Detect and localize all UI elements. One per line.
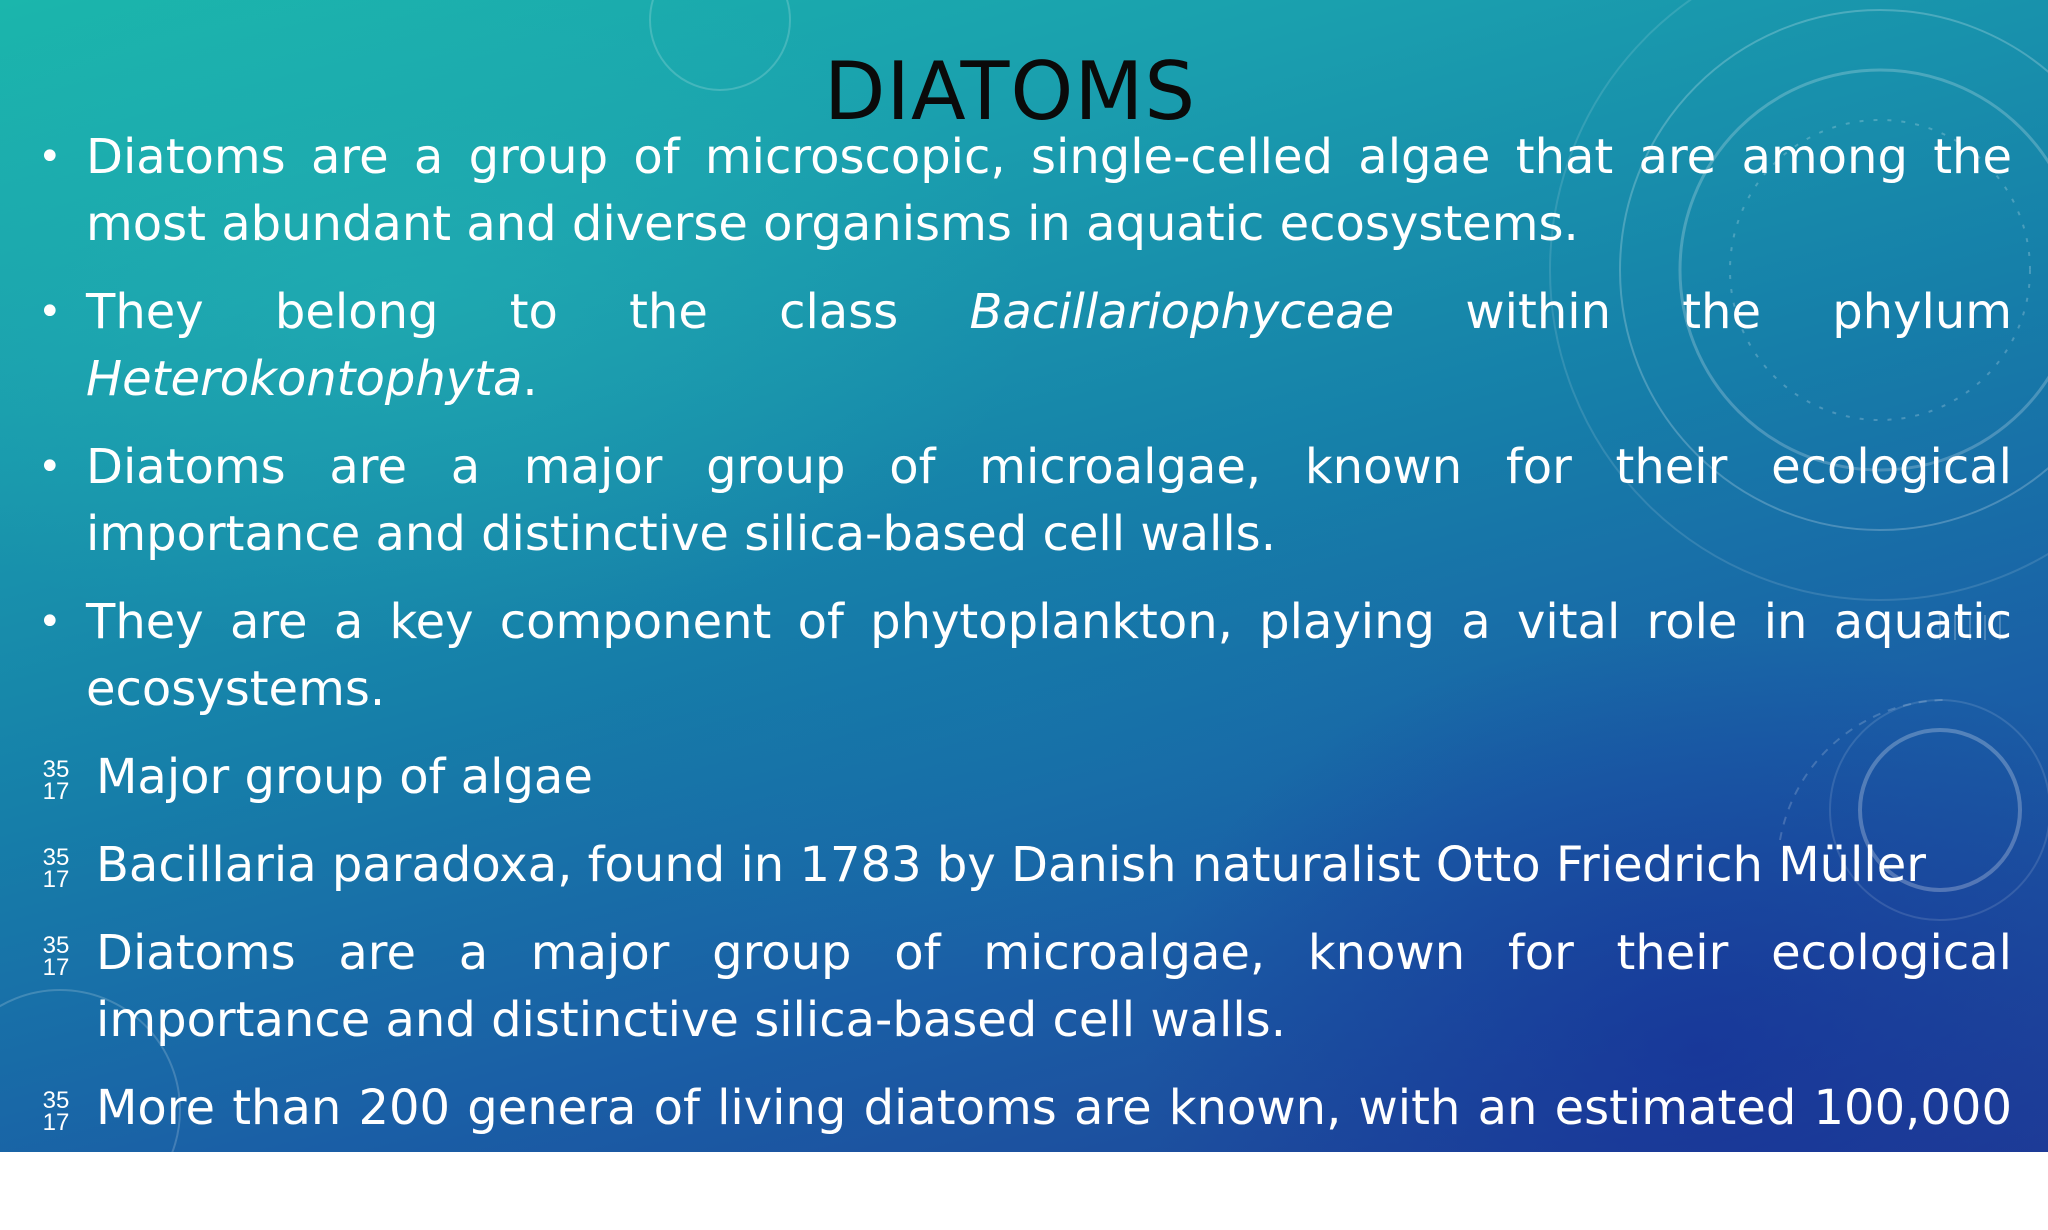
marker-bottom: 17 bbox=[42, 954, 70, 981]
bullet-item bbox=[36, 434, 2012, 568]
marker-top: 35 bbox=[42, 756, 70, 783]
bullet-marker: • bbox=[38, 134, 62, 180]
numbered-item bbox=[36, 920, 2012, 1054]
text-segment: . bbox=[522, 351, 538, 407]
bullet-item bbox=[36, 124, 2012, 258]
slide-content bbox=[36, 124, 2012, 1230]
marker-bottom: 17 bbox=[42, 866, 70, 893]
bullet-marker: • bbox=[38, 599, 62, 645]
numbered-item bbox=[36, 832, 2012, 899]
bullet-item bbox=[36, 589, 2012, 723]
marker-bottom: 17 bbox=[42, 1109, 70, 1136]
italic-phylum-name: Heterokontophyta bbox=[86, 351, 523, 407]
bullet-text: They are a key component of phytoplankton, playing a vital role in aquatic ecosystems. bbox=[86, 594, 2012, 717]
numbered-text: Bacillaria paradoxa, found in 1783 by Danish naturalist Otto Friedrich Müller bbox=[96, 837, 1926, 893]
bullet-text: Diatoms are a major group of microalgae, known for their ecological importance and distinctive silica-based cell walls. bbox=[86, 439, 2012, 562]
slide-title: DIATOMS bbox=[823, 45, 1197, 138]
italic-class-name: Bacillariophyceae bbox=[969, 284, 1395, 340]
numbered-text: More than 200 genera of living diatoms are known, with an estimated 100,000 unknown species. bbox=[96, 1080, 2012, 1203]
marker-top: 35 bbox=[42, 932, 70, 959]
numbered-item bbox=[36, 1075, 2012, 1209]
numbered-text: Diatoms are a major group of microalgae, known for their ecological importance and distinctive silica-based cell walls. bbox=[96, 925, 2012, 1048]
text-segment: They belong to the class bbox=[86, 284, 970, 340]
marker-top: 35 bbox=[42, 1087, 70, 1114]
text-segment: within the phylum bbox=[1394, 284, 2013, 340]
bullet-marker: • bbox=[38, 289, 62, 335]
stacked-number-marker bbox=[38, 758, 74, 804]
numbered-item bbox=[36, 744, 2012, 811]
bullet-marker: • bbox=[38, 444, 62, 490]
stacked-number-marker bbox=[38, 846, 74, 892]
stacked-number-marker bbox=[38, 1089, 74, 1135]
stacked-number-marker bbox=[38, 934, 74, 980]
bullet-item bbox=[36, 279, 2012, 413]
marker-top: 35 bbox=[42, 844, 70, 871]
bullet-text: Diatoms are a group of microscopic, single-celled algae that are among the most abundant and diverse organisms in aquatic ecosystems. bbox=[86, 129, 2012, 252]
numbered-text: Major group of algae bbox=[96, 749, 593, 805]
marker-bottom: 17 bbox=[42, 778, 70, 805]
bullet-text bbox=[86, 284, 2012, 407]
